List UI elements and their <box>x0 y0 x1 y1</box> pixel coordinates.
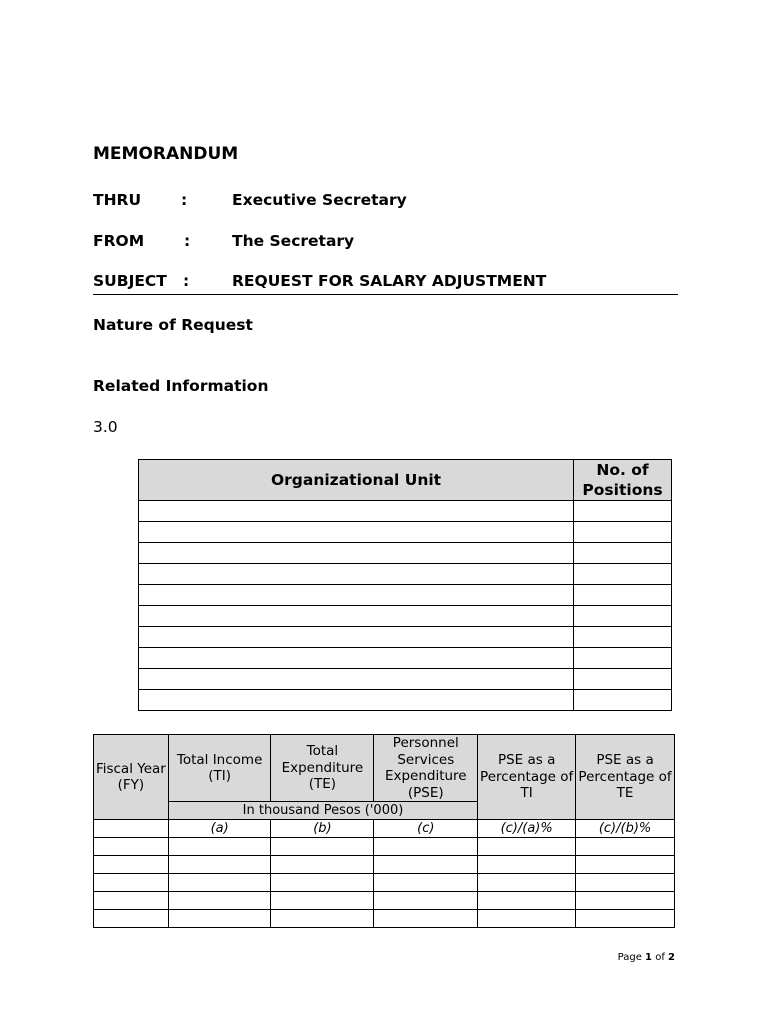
table-row <box>139 648 672 669</box>
header-pse-percent-ti: PSE as a Percentage of TI <box>478 735 576 820</box>
table-row <box>94 892 675 910</box>
table-cell <box>94 874 169 892</box>
memo-label-from: FROM <box>93 232 145 250</box>
page-footer <box>618 952 675 963</box>
table-row <box>139 564 672 585</box>
table-cell <box>574 564 672 585</box>
table-row <box>94 856 675 874</box>
table-row <box>94 910 675 928</box>
table-cell <box>574 669 672 690</box>
table-cell <box>576 910 675 928</box>
code-cell: (c)/(b)% <box>576 820 675 838</box>
memo-value-from: The Secretary <box>232 232 355 250</box>
table-cell <box>168 856 271 874</box>
table-cell <box>139 522 574 543</box>
page-prefix: Page <box>617 952 642 963</box>
header-pse-percent-te: PSE as a Percentage of TE <box>576 735 675 820</box>
section-number: 3.0 <box>93 418 118 436</box>
table-row <box>139 585 672 606</box>
table-cell <box>478 856 576 874</box>
table-row <box>139 627 672 648</box>
table-row <box>139 606 672 627</box>
table-cell <box>478 892 576 910</box>
table-cell <box>168 838 271 856</box>
header-total-income: Total Income (TI) <box>168 735 271 802</box>
table-cell <box>139 501 574 522</box>
table-cell <box>574 501 672 522</box>
table-cell <box>139 585 574 606</box>
table-row <box>139 669 672 690</box>
table-cell <box>271 892 374 910</box>
table-cell <box>478 874 576 892</box>
table-cell <box>576 838 675 856</box>
table-cell <box>374 856 478 874</box>
code-cell: (c) <box>374 820 478 838</box>
page-of: of <box>655 952 665 963</box>
code-row <box>94 820 675 838</box>
table-row <box>139 522 672 543</box>
page-current: 1 <box>645 952 653 963</box>
table-cell <box>168 910 271 928</box>
table-cell <box>168 892 271 910</box>
table-cell <box>271 856 374 874</box>
fiscal-summary-table <box>93 734 675 928</box>
header-total-expenditure: Total Expenditure (TE) <box>271 735 374 802</box>
memo-label-thru: THRU <box>93 191 142 209</box>
table-cell <box>478 838 576 856</box>
section-related-information: Related Information <box>93 377 269 395</box>
table-cell <box>139 606 574 627</box>
table-cell <box>574 648 672 669</box>
code-cell: (c)/(a)% <box>478 820 576 838</box>
table-cell <box>139 690 574 711</box>
table-cell <box>139 669 574 690</box>
memo-title: MEMORANDUM <box>93 144 239 164</box>
table-cell <box>478 910 576 928</box>
table-cell <box>576 856 675 874</box>
table-cell <box>574 543 672 564</box>
section-nature-of-request: Nature of Request <box>93 316 253 334</box>
memo-value-subject: REQUEST FOR SALARY ADJUSTMENT <box>232 272 547 290</box>
table-cell <box>94 838 169 856</box>
table-row <box>139 543 672 564</box>
header-unit-note: In thousand Pesos ('000) <box>168 802 477 820</box>
table-cell <box>574 627 672 648</box>
table-cell <box>271 874 374 892</box>
table-cell <box>94 892 169 910</box>
memo-colon: : <box>183 272 190 290</box>
table-cell <box>574 690 672 711</box>
table-row <box>94 874 675 892</box>
table-cell <box>374 910 478 928</box>
header-organizational-unit: Organizational Unit <box>139 460 574 501</box>
table-cell <box>271 910 374 928</box>
table-cell <box>271 838 374 856</box>
table-cell <box>576 874 675 892</box>
table-cell <box>94 856 169 874</box>
table-cell <box>574 606 672 627</box>
header-rule <box>93 294 678 295</box>
header-fiscal-year: Fiscal Year (FY) <box>94 735 169 820</box>
table-cell <box>576 892 675 910</box>
memo-colon: : <box>181 191 188 209</box>
table-cell <box>168 874 271 892</box>
memo-colon: : <box>184 232 191 250</box>
table-row <box>139 690 672 711</box>
table-cell <box>574 585 672 606</box>
header-no-of-positions: No. of Positions <box>574 460 672 501</box>
table-cell <box>94 910 169 928</box>
table-cell <box>139 564 574 585</box>
code-cell <box>94 820 169 838</box>
table-cell <box>574 522 672 543</box>
memo-label-subject: SUBJECT <box>93 272 167 290</box>
code-cell: (a) <box>168 820 271 838</box>
page-total: 2 <box>668 952 675 963</box>
table-cell <box>374 838 478 856</box>
header-personnel-services-expenditure: Personnel Services Expenditure (PSE) <box>374 735 478 802</box>
table-row <box>139 501 672 522</box>
organizational-unit-table <box>138 459 672 711</box>
table-cell <box>139 627 574 648</box>
table-cell <box>374 874 478 892</box>
table-cell <box>139 648 574 669</box>
memo-value-thru: Executive Secretary <box>232 191 407 209</box>
table-cell <box>139 543 574 564</box>
table-cell <box>374 892 478 910</box>
code-cell: (b) <box>271 820 374 838</box>
table-row <box>94 838 675 856</box>
